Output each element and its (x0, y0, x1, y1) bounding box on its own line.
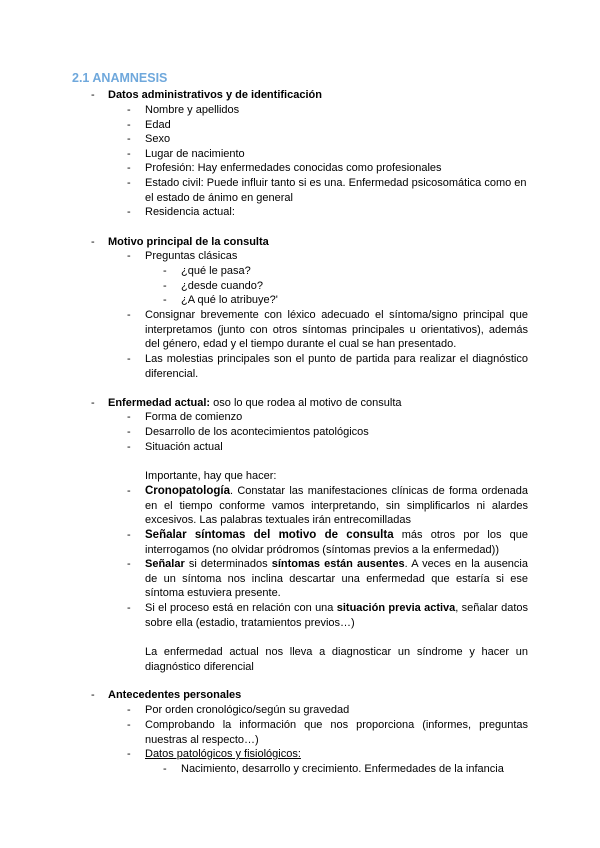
list-item: Preguntas clásicas (145, 250, 238, 262)
list-item: Profesión: Hay enfermedades conocidas como profesionales (145, 162, 442, 174)
list-item-datos-patologicos: Datos patológicos y fisiológicos: (145, 748, 301, 760)
bullet-dash: - (127, 485, 131, 497)
question-item: ¿qué le pasa? (181, 265, 251, 277)
bullet-dash: - (127, 119, 131, 131)
bullet-dash: - (91, 689, 95, 701)
bullet-dash: - (127, 529, 131, 541)
bullet-dash: - (127, 719, 131, 731)
bullet-dash: - (127, 602, 131, 614)
item-text: . A veces en la ausencia de un síntoma nos inclina descartar una enfermedad que estaría si ese síntoma estuviera presente. (145, 558, 528, 600)
bold-term: situación previa activa (336, 602, 456, 614)
list-item: Nombre y apellidos (145, 104, 240, 116)
item-text: . Constatar las manifestaciones clínicas de forma ordenada en el tiempo conforme vamos interpretando, sin simplificarlos ni alardes excesivos. Las palabras textuales irán entrecomilladas (145, 485, 528, 527)
section-title-bold: Enfermedad actual: (108, 397, 211, 409)
list-item-cronopatologia (145, 484, 528, 528)
bullet-dash: - (127, 309, 131, 321)
list-item: Lugar de nacimiento (145, 148, 245, 160)
question-item: ¿desde cuando? (181, 280, 263, 292)
list-item: Forma de comienzo (145, 411, 243, 423)
bullet-dash: - (127, 206, 131, 218)
item-text: Si el proceso está en relación con una (145, 602, 337, 614)
important-note: Importante, hay que hacer: (145, 470, 277, 482)
item-text: más otros por los que interrogamos (no olvidar pródromos (síntomas previos a la enfermedad)) (145, 529, 528, 556)
bullet-dash: - (127, 748, 131, 760)
bullet-dash: - (127, 353, 131, 365)
bullet-dash: - (163, 265, 167, 277)
section-title-datos: Datos administrativos y de identificación (108, 89, 322, 101)
bullet-dash: - (91, 236, 95, 248)
bullet-dash: - (163, 280, 167, 292)
list-item: Las molestias principales son el punto de partida para realizar el diagnóstico diferencial. (145, 353, 528, 380)
bullet-dash: - (127, 411, 131, 423)
bullet-dash: - (91, 89, 95, 101)
list-item-sintomas-ausentes (145, 557, 528, 601)
section-title-rest: oso lo que rodea al motivo de consulta (210, 397, 402, 409)
list-item: Residencia actual: (145, 206, 235, 218)
bullet-dash: - (127, 104, 131, 116)
bullet-dash: - (91, 397, 95, 409)
section-title-antecedentes: Antecedentes personales (108, 689, 242, 701)
sub-list-item: Nacimiento, desarrollo y crecimiento. Enfermedades de la infancia (181, 763, 504, 775)
bullet-dash: - (163, 763, 167, 775)
section-title-enfermedad (108, 396, 528, 411)
bold-term: Señalar (145, 558, 185, 570)
list-item: Comprobando la información que nos proporciona (informes, preguntas nuestras al respecto…) (145, 719, 528, 746)
bold-term: Cronopatología (145, 485, 230, 497)
list-item: Desarrollo de los acontecimientos patológicos (145, 426, 369, 438)
bullet-dash: - (127, 148, 131, 160)
bullet-dash: - (127, 177, 131, 189)
section-heading: 2.1 ANAMNESIS (72, 71, 168, 85)
bold-term: síntomas están ausentes (271, 558, 405, 570)
question-item: ¿A qué lo atribuye?' (181, 294, 278, 306)
list-item: Consignar brevemente con léxico adecuado el síntoma/signo principal que interpretamos (junto con otros síntomas principales u orientativos), además del género, edad y el tiempo durante el cual se han presentado. (145, 309, 528, 351)
item-text: si determinados (184, 558, 272, 570)
section-title-motivo: Motivo principal de la consulta (108, 236, 269, 248)
bullet-dash: - (127, 704, 131, 716)
list-item-situacion-previa (145, 601, 528, 630)
list-item: Situación actual (145, 441, 223, 453)
list-item: Sexo (145, 133, 171, 145)
bullet-dash: - (127, 441, 131, 453)
closing-paragraph: La enfermedad actual nos lleva a diagnosticar un síndrome y hacer un diagnóstico diferencial (145, 646, 528, 673)
bullet-dash: - (127, 558, 131, 570)
bullet-dash: - (163, 294, 167, 306)
list-item-senalar-sintomas (145, 528, 528, 557)
bullet-dash: - (127, 133, 131, 145)
bullet-dash: - (127, 250, 131, 262)
bullet-dash: - (127, 162, 131, 174)
bold-term: Señalar síntomas del motivo de consulta (145, 529, 394, 541)
list-item: Por orden cronológico/según su gravedad (145, 704, 350, 716)
list-item: Estado civil: Puede influir tanto si es una. Enfermedad psicosomática como en el estado de ánimo en general (145, 177, 527, 204)
item-text: , señalar datos sobre ella (estadio, tratamientos previos…) (145, 602, 528, 629)
bullet-dash: - (127, 426, 131, 438)
list-item: Edad (145, 119, 171, 131)
